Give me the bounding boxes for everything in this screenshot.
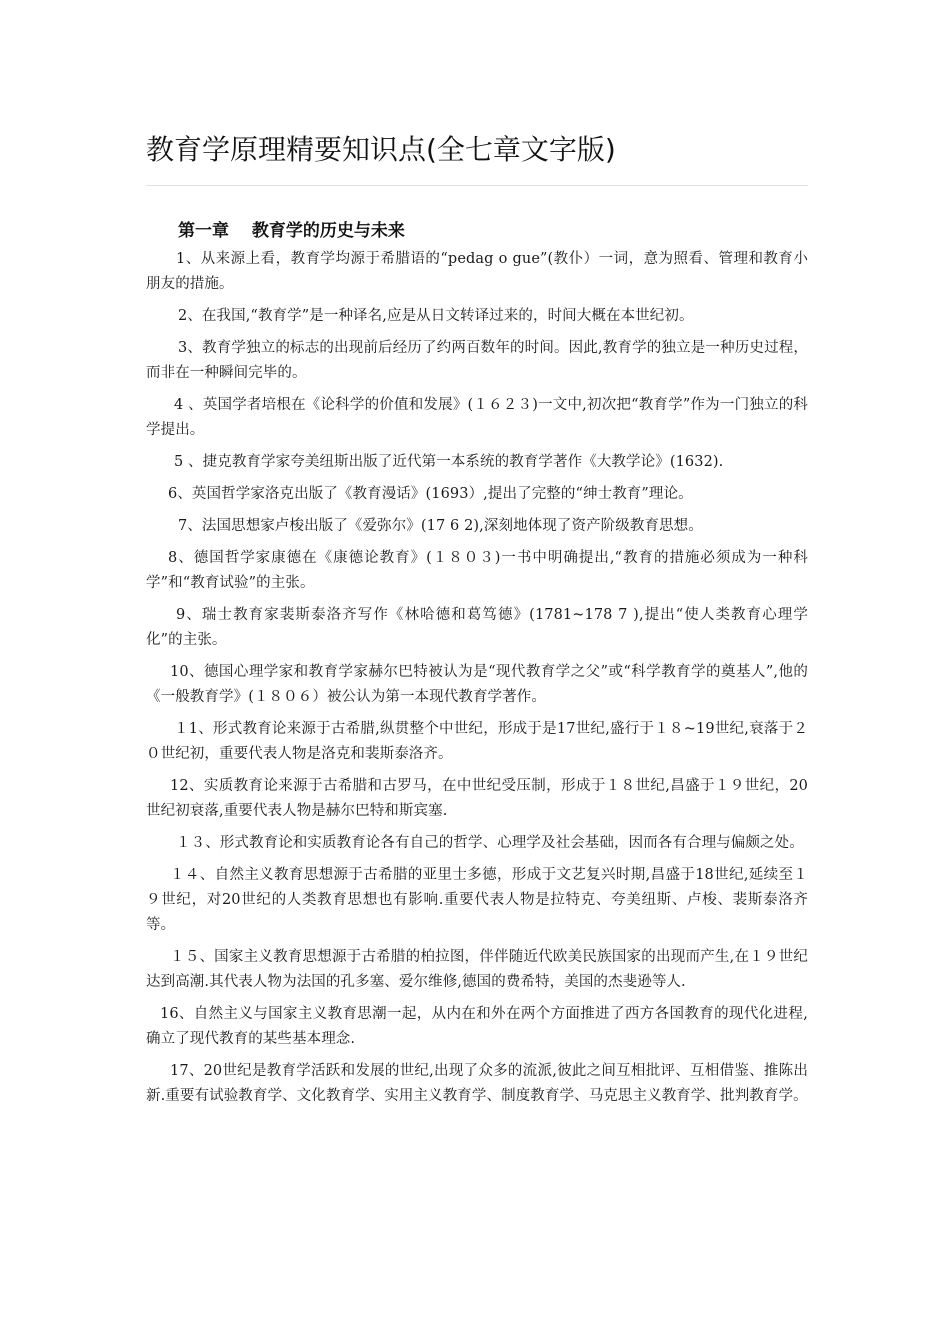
knowledge-point-item: 9、瑞士教育家裴斯泰洛齐写作《林哈德和葛笃德》(1781~178 7 ),提出“使人类教育心理学化”的主张。 (146, 607, 808, 648)
knowledge-point-item: １４、自然主义教育思想源于古希腊的亚里士多德，形成于文艺复兴时期,昌盛于18世纪,延续至１９世纪，对20世纪的人类教育思想也有影响.重要代表人物是拉特克、夸美纽斯、卢梭、裴斯泰洛齐等。 (146, 867, 808, 933)
chapter-heading: 第一章 教育学的历史与未来 (178, 221, 405, 241)
knowledge-point-item: 2、在我国,“教育学”是一种译名,应是从日文转译过来的，时间大概在本世纪初。 (178, 308, 694, 324)
document-title: 教育学原理精要知识点(全七章文字版) (146, 133, 616, 166)
knowledge-point-item: 12、实质教育论来源于古希腊和古罗马，在中世纪受压制，形成于１８世纪,昌盛于１９世纪，20世纪初衰落,重要代表人物是赫尔巴特和斯宾塞. (146, 778, 808, 819)
knowledge-point-item: １３、形式教育论和实质教育论各有自己的哲学、心理学及社会基础，因而各有合理与偏颇之处。 (176, 835, 804, 851)
knowledge-point-item: 17、20世纪是教育学活跃和发展的世纪,出现了众多的流派,彼此之间互相批评、互相借鉴、推陈出新.重要有试验教育学、文化教育学、实用主义教育学、制度教育学、马克思主义教育学、批判教育学。 (146, 1063, 808, 1104)
knowledge-point-item: 3、教育学独立的标志的出现前后经历了约两百数年的时间。因此,教育学的独立是一种历史过程，而非在一种瞬间完毕的。 (146, 340, 808, 381)
knowledge-point-item: 5 、捷克教育学家夸美纽斯出版了近代第一本系统的教育学著作《大教学论》(1632). (174, 454, 724, 470)
knowledge-point-item: 16、自然主义与国家主义教育思潮一起，从内在和外在两个方面推进了西方各国教育的现代化进程,确立了现代教育的某些基本理念. (146, 1006, 808, 1047)
knowledge-point-item: 7、法国思想家卢梭出版了《爱弥尔》(17 6 2),深刻地体现了资产阶级教育思想。 (178, 518, 703, 534)
knowledge-point-item: 1、从来源上看，教育学均源于希腊语的“pedag o gue”(教仆）一词，意为照看、管理和教育小朋友的措施。 (146, 251, 808, 292)
knowledge-point-item: 6、英国哲学家洛克出版了《教育漫话》(1693）,提出了完整的“绅士教育”理论。 (168, 486, 693, 502)
knowledge-point-item: １1、形式教育论来源于古希腊,纵贯整个中世纪，形成于是17世纪,盛行于１８~19世纪,衰落于２０世纪初，重要代表人物是洛克和裴斯泰洛齐。 (146, 721, 808, 762)
knowledge-point-item: 10、德国心理学家和教育学家赫尔巴特被认为是“现代教育学之父”或“科学教育学的奠基人”,他的《一般教育学》(１８０６）被公认为第一本现代教育学著作。 (146, 664, 808, 705)
knowledge-point-item: 8、德国哲学家康德在《康德论教育》(１８０３)一书中明确提出,“教育的措施必须成为一种科学”和“教育试验”的主张。 (146, 550, 808, 591)
knowledge-point-list (146, 247, 808, 1109)
knowledge-point-item: １５、国家主义教育思想源于古希腊的柏拉图，伴伴随近代欧美民族国家的出现而产生,在１９世纪达到高潮.其代表人物为法国的孔多塞、爱尔维修,德国的费希特，美国的杰斐逊等人. (146, 949, 808, 990)
knowledge-point-item: 4 、英国学者培根在《论科学的价值和发展》(１６２３)一文中,初次把“教育学”作为一门独立的科学提出。 (146, 397, 808, 438)
document-page (146, 130, 808, 1109)
title-divider (146, 185, 808, 186)
